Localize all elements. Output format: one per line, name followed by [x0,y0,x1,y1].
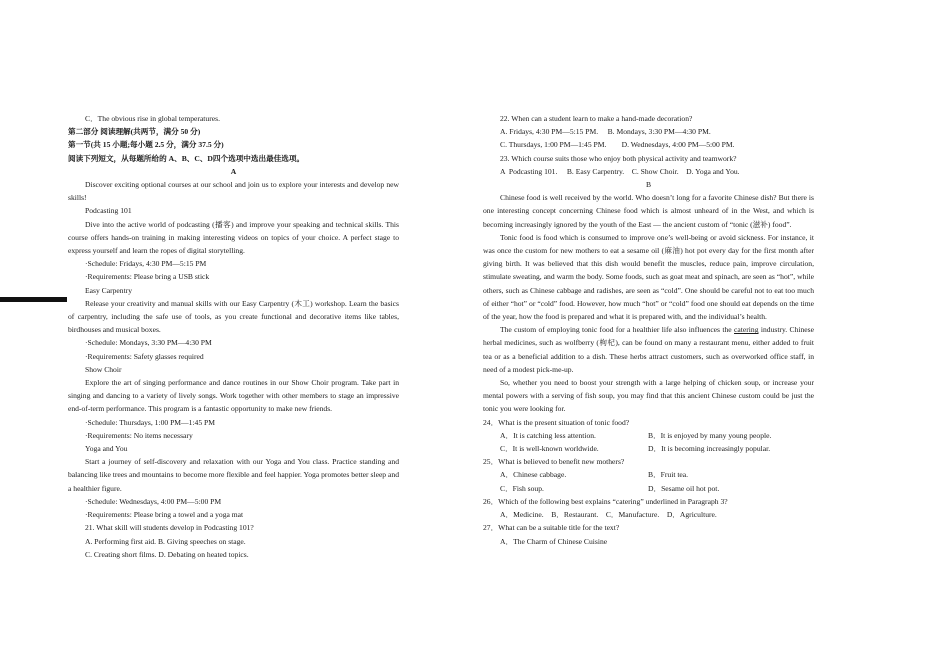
passage-b-paragraph-1: Chinese food is well received by the world. Who doesn’t long for a favorite Chinese dish? But there is one interesting concept concerning Chinese food which is almost unheard of in the West, and which is becoming increasingly ignored by the youth of the East — the ancient custom of “tonic (滋补) food”. [483,193,814,229]
option-c: C．Fish soup. [500,483,544,493]
course-title: Easy Carpentry [85,285,133,295]
section1-title: 第一节(共 15 小题;每小题 2.5 分，满分 37.5 分) [68,140,224,150]
underlined-word-catering: catering [734,325,759,335]
question-27-option-a: A．The Charm of Chinese Cuisine [500,536,608,546]
edge-marker-bar [0,297,67,302]
left-column [68,112,399,561]
question-22-stem: 22. When can a student learn to make a hand-made decoration? [500,114,693,123]
option-d: D．Sesame oil hot pot. [648,483,720,493]
question-22-options-cd: C. Thursdays, 1:00 PM—1:45 PM. D. Wednesdays, 4:00 PM—5:00 PM. [500,140,735,150]
course-description: Release your creativity and manual skills with our Easy Carpentry (木工) workshop. Learn the basics of carpentry, including the safe use of tools, as you create functional and decorative items like tables, birdhouses and musical boxes. [68,298,399,335]
passage-b-label: B [645,180,652,190]
option-b: B．Fruit tea. [648,470,689,480]
question-26-options: A．Medicine. B．Restaurant. C．Manufacture. D．Agriculture. [500,510,717,520]
option-d: D．It is becoming increasingly popular. [648,444,771,454]
course-requirements: ·Requirements: Safety glasses required [85,351,204,361]
course-requirements: ·Requirements: Please bring a USB stick [85,272,210,282]
course-schedule: ·Schedule: Wednesdays, 4:00 PM—5:00 PM [85,496,222,506]
question-21-options-cd: C. Creating short films. D. Debating on heated topics. [85,549,249,559]
passage-a-label: A [230,166,237,176]
course-title: Yoga and You [85,444,128,454]
course-requirements: ·Requirements: Please bring a towel and a yoga mat [85,510,244,520]
passage-b-paragraph-3 [483,323,814,376]
course-schedule: ·Schedule: Thursdays, 1:00 PM—1:45 PM [85,417,216,427]
instructions: 阅读下列短文，从每题所给的 A、B、C、D四个选项中选出最佳选项。 [68,153,305,163]
question-25-options-row-1 [483,468,814,481]
question-24-options-row-1 [483,429,814,442]
question-23-stem: 23. Which course suits those who enjoy both physical activity and teamwork? [500,153,737,163]
paragraph-3-lead: The custom of employing tonic food for a healthier life also influences the [500,325,735,335]
question-21-stem: 21. What skill will students develop in Podcasting 101? [85,523,254,533]
course-description: Dive into the active world of podcasting (播客) and improve your speaking and technical skills. This course offers hands-on training in making interesting videos on topics of your choice. A perfect stage to express yourself and learn the ropes of digital storytelling. [68,219,399,256]
passage-b-paragraph-2: Tonic food is food which is consumed to improve one’s well-being or avoid sickness. For instance, it was once the custom for new mothers to eat a sesame oil (麻油) hot pot every day for the first month after giving birth. It was believed that this dish would benefit the muscles, reduce pain, improve circulation, stimulate sweating, and warm the body. Some foods, such as goat meat and spinach, are seen as “hot”, while others, such as Chinese cabbage and radishes, are seen as “cold”. One should be careful not to eat too much of either “hot” or “cold” food. However, how much “hot” or “cold” food one should eat depends on the time of the year, how the food is prepared and what it is prepared with, and the individual’s health. [483,232,814,322]
question-27-stem: 27．What can be a suitable title for the text? [483,523,620,533]
option-c: C．It is well-known worldwide. [500,444,599,454]
paragraph-3-rest: industry. Chinese herbal medicines, such as wolfberry (枸杞), can be found on many a restaurant menu, either added to fruit tea or as a beneficial addition to a dish. These herbs attract customers, such as overworked office staff, in need of a modest pick-me-up. [483,325,814,374]
course-title: Show Choir [85,364,122,374]
question-23-options: A Podcasting 101. B. Easy Carpentry. C. Show Choir. D. Yoga and You. [500,166,740,176]
course-schedule: ·Schedule: Mondays, 3:30 PM—4:30 PM [85,338,212,348]
course-requirements: ·Requirements: No items necessary [85,430,193,440]
right-column [483,112,814,548]
passage-b-paragraph-4: So, whether you need to boost your strength with a large helping of chicken soup, or increase your mental powers with a serving of fish soup, you may find that this ancient Chinese custom could be just the tonic you were looking for. [483,378,814,414]
course-schedule: ·Schedule: Fridays, 4:30 PM—5:15 PM [85,259,207,269]
course-description: Start a journey of self-discovery and relaxation with our Yoga and You class. Practice standing and balancing like trees and mountains to become more flexible and feel happier. Yoga promotes better sleep and a healthier figure. [68,457,399,493]
course-description: Explore the art of singing performance and dance routines in our Show Choir program. Take part in singing and dancing to a variety of lively songs. Work together with other members to stage an impressive end-of-term performance. This program is a fantastic opportunity to make new friends. [68,378,399,414]
part2-title: 第二部分 阅读理解(共两节，满分 50 分) [68,127,201,137]
question-25-stem: 25．What is believed to benefit new mothers? [483,457,625,467]
question-24-options-row-2 [483,442,814,455]
question-24-stem: 24．What is the present situation of tonic food? [483,417,630,427]
option-b: B．It is enjoyed by many young people. [648,430,772,440]
question-22-options-ab: A. Fridays, 4:30 PM—5:15 PM. B. Mondays, 3:30 PM—4:30 PM. [500,127,711,137]
passage-a-intro: Discover exciting optional courses at our school and join us to explore your interests and develop new skills! [68,180,399,203]
option-a: A．Chinese cabbage. [500,470,567,480]
prev-question-option-c: C．The obvious rise in global temperatures. [85,114,220,123]
option-a: A．It is catching less attention. [500,430,596,440]
course-title: Podcasting 101 [85,206,132,216]
question-26-stem: 26．Which of the following best explains “catering” underlined in Paragraph 3? [483,496,728,506]
question-21-options-ab: A. Performing first aid. B. Giving speeches on stage. [85,536,246,546]
question-25-options-row-2 [483,482,814,495]
